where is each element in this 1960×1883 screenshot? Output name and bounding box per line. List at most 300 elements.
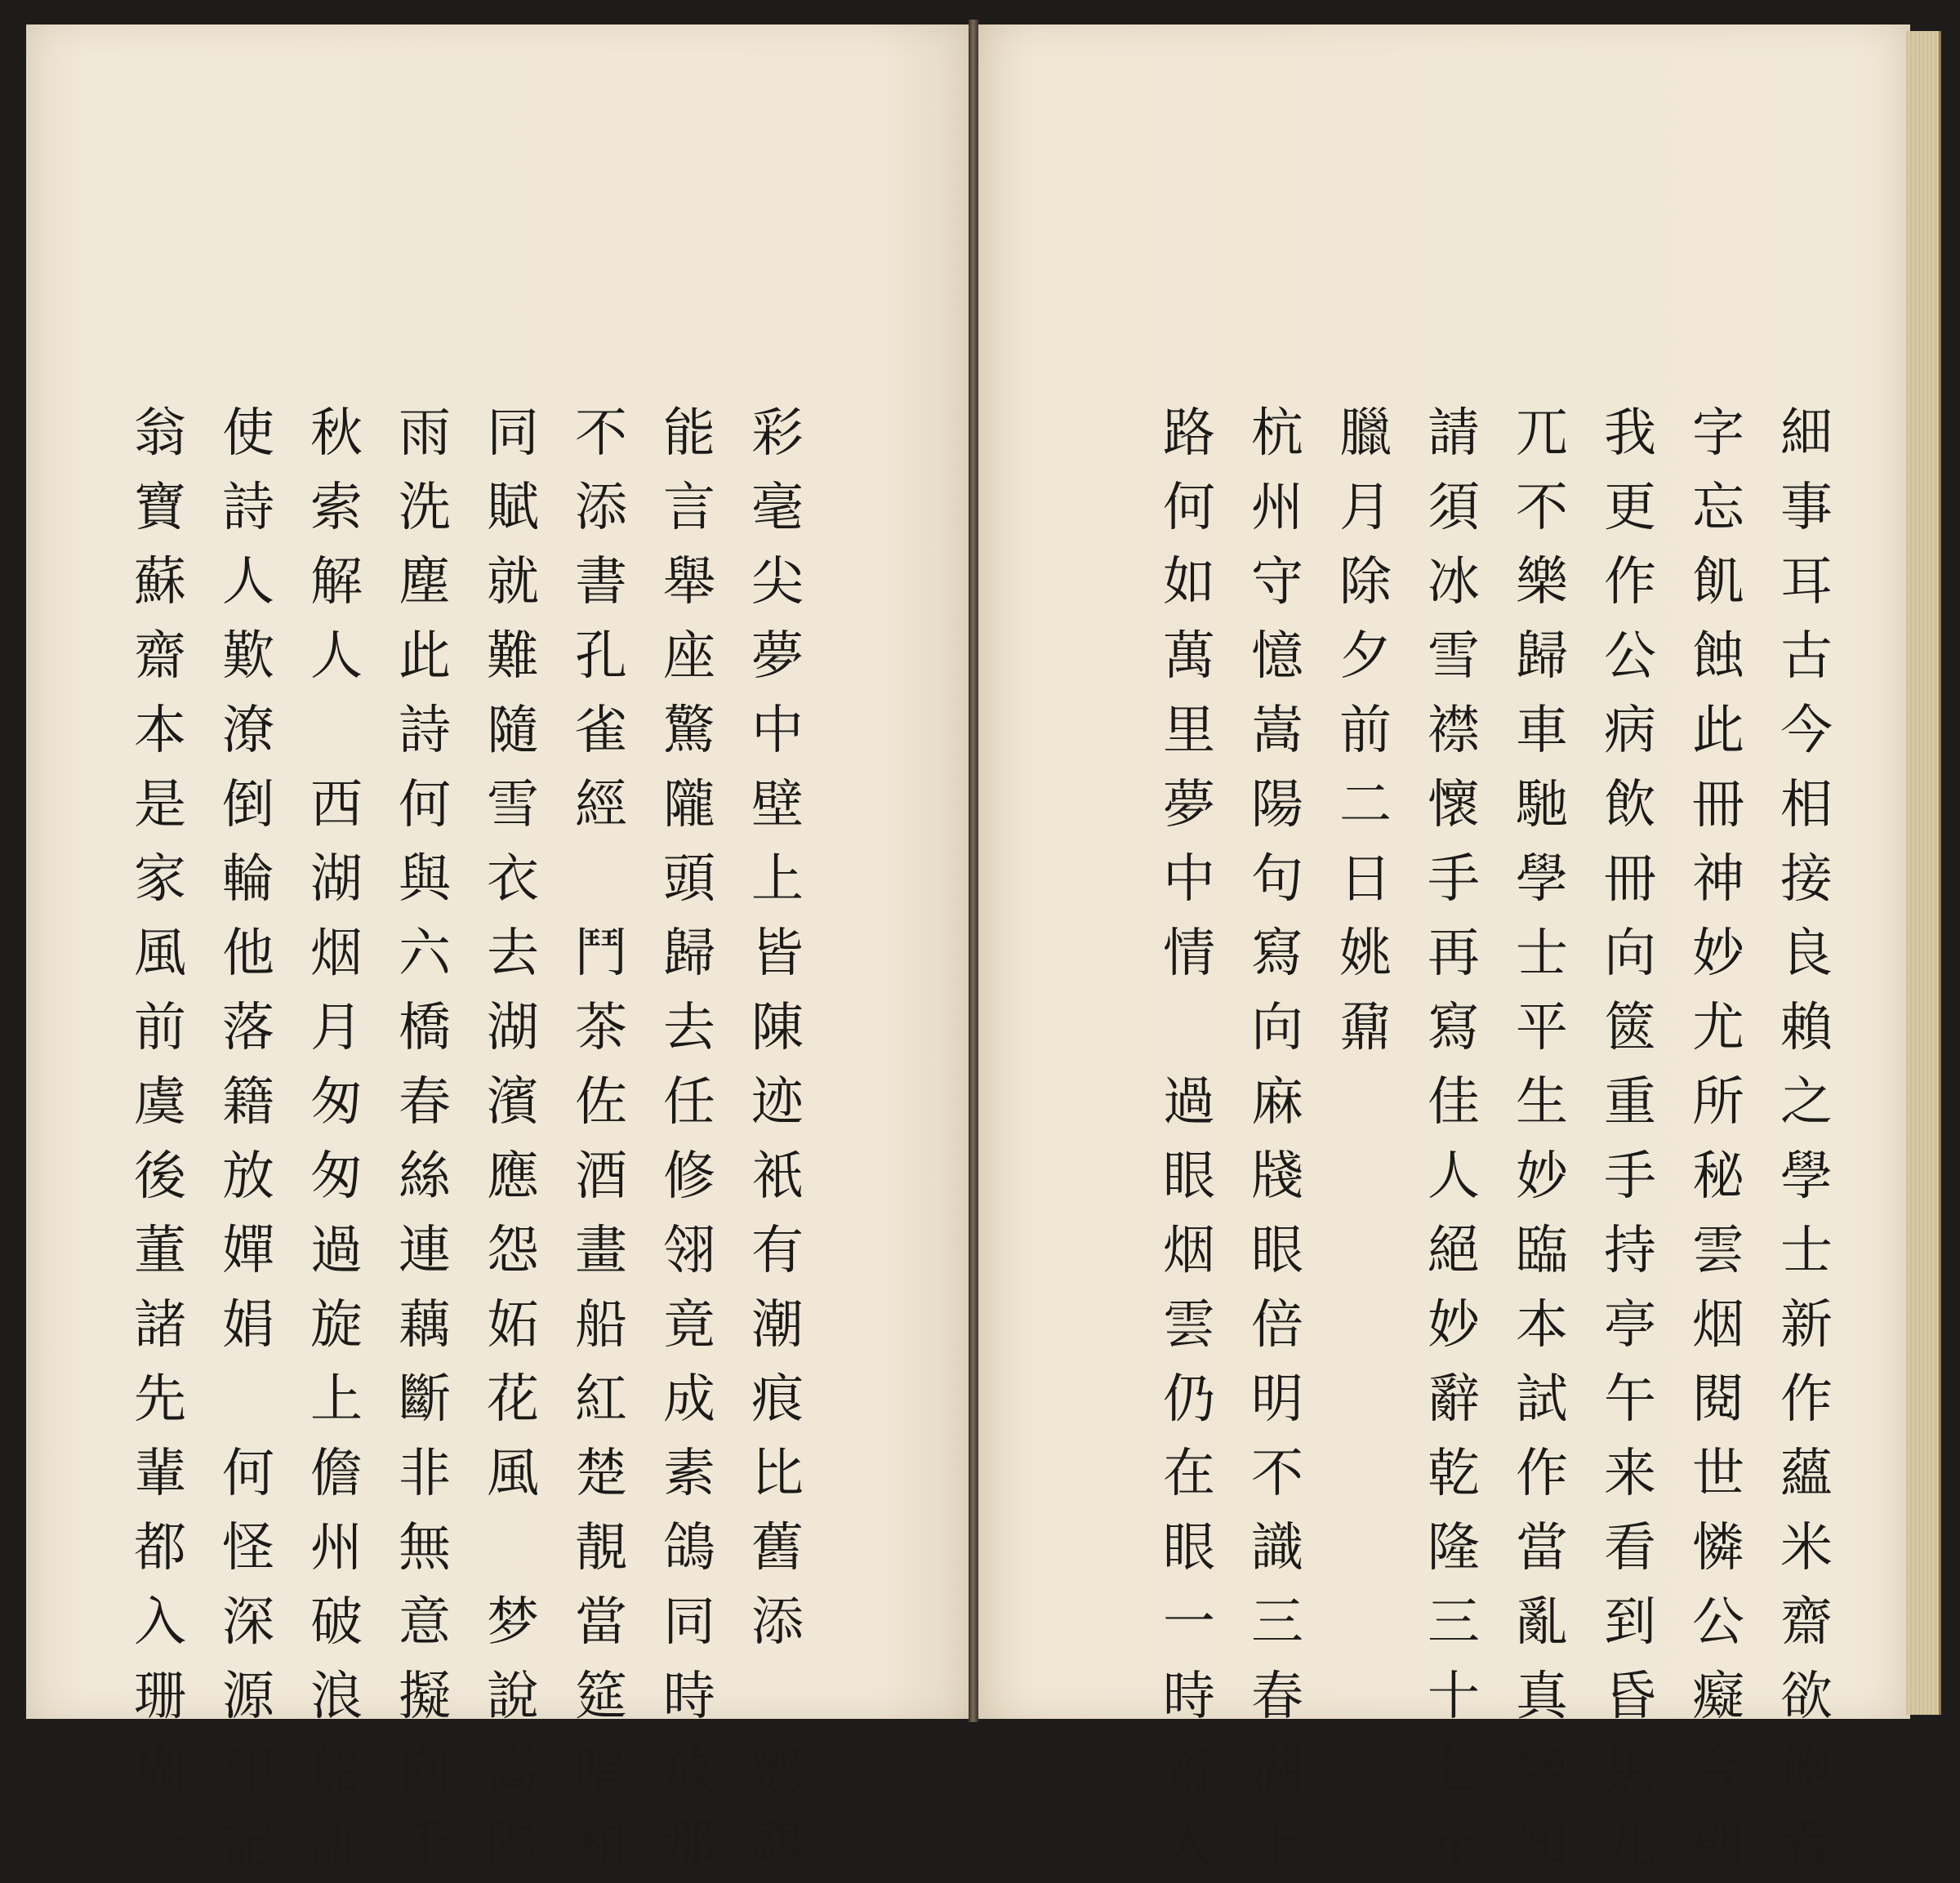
text-character: 中 [751, 701, 804, 761]
text-character: 此 [399, 626, 451, 687]
text-character: 洗 [399, 478, 451, 538]
text-character: 潮 [751, 1295, 804, 1355]
text-character: 懷 [1428, 775, 1480, 835]
text-character: 匆 [310, 1072, 363, 1133]
text-character: 作 [1516, 1444, 1568, 1504]
text-character: 情 [1163, 924, 1215, 984]
text-character: 經 [575, 775, 627, 835]
text-character: 花 [487, 1369, 539, 1430]
text-character: 成 [663, 1369, 715, 1430]
text-character: 中 [1163, 849, 1215, 910]
text-character: 看 [1604, 1518, 1656, 1578]
text-character: 詩 [399, 701, 451, 761]
text-character: 耳 [1780, 552, 1833, 612]
text-character: 須 [1428, 478, 1480, 538]
text-character: 入 [1163, 1815, 1215, 1876]
text-character: 當 [1516, 1518, 1568, 1578]
text-character: 任 [663, 1072, 715, 1133]
text-character: 印 [222, 1741, 274, 1801]
text-character: 字 [1692, 403, 1744, 464]
text-character: 言 [663, 478, 715, 538]
text-character: 雲 [1692, 1221, 1744, 1281]
text-column [1329, 397, 1402, 1066]
text-character: 紅 [575, 1369, 627, 1430]
text-character: 乾 [1428, 1444, 1480, 1504]
text-column [212, 397, 285, 1883]
text-character [1153, 991, 1225, 1066]
text-character: 書 [575, 552, 627, 612]
text-character: 潦 [222, 701, 274, 761]
text-character: 何 [222, 1444, 274, 1504]
text-character: 迹 [751, 1072, 804, 1133]
text-character: 蘊 [1780, 1444, 1833, 1504]
text-character: 寶 [134, 478, 186, 538]
text-character: 同 [663, 1592, 715, 1653]
text-character: 放 [222, 1146, 274, 1207]
text-character: 到 [1604, 1592, 1656, 1653]
text-character: 向 [399, 1741, 451, 1801]
text-character: 臨 [1516, 1221, 1568, 1281]
text-character: 雪 [1428, 626, 1480, 687]
text-character: 過 [310, 1221, 363, 1281]
text-character: 連 [399, 1221, 451, 1281]
text-character: 樂 [1516, 552, 1568, 612]
text-character: 素 [663, 1444, 715, 1504]
text-character: 憐 [1692, 1518, 1744, 1578]
text-character: 冊 [1692, 775, 1744, 835]
text-character: 里 [1163, 701, 1215, 761]
text-character: 湖 [310, 849, 363, 910]
text-character: 亂 [1516, 1592, 1568, 1653]
text-character: 藕 [399, 1295, 451, 1355]
text-character: 日 [1339, 849, 1392, 910]
text-character: 細 [1780, 403, 1833, 464]
text-character: 明 [1251, 1369, 1303, 1430]
text-character: 蘇 [134, 552, 186, 612]
text-character: 黑 [1604, 1741, 1656, 1801]
text-character: 春 [399, 1072, 451, 1133]
text-character [301, 694, 372, 768]
text-character: 頭 [663, 849, 715, 910]
text-character: 記 [222, 1815, 274, 1876]
text-character: 妙 [1516, 1146, 1568, 1207]
text-character: 人 [1428, 1146, 1480, 1207]
text-character: 學 [1780, 1146, 1833, 1207]
text-character: 諸 [134, 1295, 186, 1355]
text-character: 倒 [222, 775, 274, 835]
text-character: 所 [1692, 1072, 1744, 1133]
text-character: 秋 [310, 403, 363, 464]
text-character: 舊 [751, 1518, 804, 1578]
text-character: 烟 [1163, 1221, 1215, 1281]
text-character: 春 [1251, 1667, 1303, 1727]
text-character: 烟 [1692, 1295, 1744, 1355]
text-character: 我 [1604, 403, 1656, 464]
text-character: 同 [487, 403, 539, 464]
text-column [653, 397, 726, 1883]
text-character: 倍 [1251, 1295, 1303, 1355]
text-character: 作 [1604, 552, 1656, 612]
text-character: 詩 [222, 478, 274, 538]
text-character: 向 [1604, 924, 1656, 984]
text-character: 唱 [575, 1741, 627, 1801]
text-character: 接 [1780, 849, 1833, 910]
text-character: 上 [751, 849, 804, 910]
text-character: 士 [1780, 1221, 1833, 1281]
text-character: 欲 [1780, 1667, 1833, 1727]
text-character: 娟 [222, 1295, 274, 1355]
text-character: 意 [399, 1592, 451, 1653]
text-character: 有 [751, 1221, 804, 1281]
text-character: 路 [1163, 403, 1215, 464]
text-character: 亭 [1604, 1295, 1656, 1355]
text-character: 齋 [134, 626, 186, 687]
text-character: 歸 [1516, 626, 1568, 687]
text-character: 神 [1692, 849, 1744, 910]
text-character: 入 [134, 1592, 186, 1653]
text-character: 一 [134, 1815, 186, 1876]
text-character: 歎 [222, 626, 274, 687]
text-character: 虞 [134, 1072, 186, 1133]
text-character: 不 [575, 403, 627, 464]
text-character: 人 [310, 626, 363, 687]
text-character: 時 [663, 1667, 715, 1727]
text-character: 是 [134, 775, 186, 835]
text-character: 生 [1516, 1072, 1568, 1133]
text-column [1417, 397, 1490, 1883]
text-character: 之 [1780, 1072, 1833, 1133]
text-character: 過 [1163, 1072, 1215, 1133]
text-character: 去 [663, 998, 715, 1058]
text-character: 輩 [134, 1444, 186, 1504]
text-character: 事 [1780, 478, 1833, 538]
text-character: 再 [1428, 924, 1480, 984]
text-character: 妬 [487, 1295, 539, 1355]
text-character: 守 [1251, 552, 1303, 612]
text-character: 州 [310, 1518, 363, 1578]
text-character: 添 [575, 478, 627, 538]
text-character: 孔 [575, 626, 627, 687]
text-character: 冊 [1604, 849, 1656, 910]
text-character: 匆 [310, 1146, 363, 1207]
text-character: 鸚 [751, 1741, 804, 1801]
text-character: 姚 [1339, 924, 1392, 984]
text-character: 後 [134, 1146, 186, 1207]
text-character: 毫 [751, 478, 804, 538]
text-character: 雨 [399, 403, 451, 464]
text-character: 寫 [1251, 924, 1303, 984]
text-character: 珊 [134, 1667, 186, 1727]
text-character: 馳 [1516, 775, 1568, 835]
text-character: 楚 [575, 1444, 627, 1504]
text-character: 痕 [751, 1369, 804, 1430]
text-character: 仍 [1163, 1369, 1215, 1430]
text-character: 濱 [487, 1072, 539, 1133]
text-character: 無 [399, 1518, 451, 1578]
text-character: 賦 [487, 478, 539, 538]
text-character: 鵡 [751, 1815, 804, 1876]
text-character: 年 [1428, 1815, 1480, 1876]
text-column [1593, 397, 1667, 1883]
text-character: 非 [399, 1444, 451, 1504]
text-character: 輪 [222, 849, 274, 910]
text-character: 看 [1780, 1815, 1833, 1876]
text-character: 董 [134, 1221, 186, 1281]
text-character: 癡 [1692, 1667, 1744, 1727]
text-character: 眼 [1163, 1518, 1215, 1578]
text-character: 他 [222, 924, 274, 984]
text-character [742, 1660, 813, 1734]
text-character [477, 1511, 549, 1586]
text-character: 上 [310, 1369, 363, 1430]
text-character: 湖 [487, 998, 539, 1058]
text-character: 籍 [222, 1072, 274, 1133]
text-character: 前 [1339, 701, 1392, 761]
text-character: 朝 [1692, 1815, 1744, 1876]
text-character: 平 [1516, 998, 1568, 1058]
text-character: 知 [1516, 1815, 1568, 1876]
text-character: 誰 [310, 1815, 363, 1876]
text-character: 持 [1604, 1221, 1656, 1281]
text-character [212, 1363, 284, 1437]
text-character: 更 [1604, 478, 1656, 538]
text-character: 篋 [1604, 998, 1656, 1058]
text-character: 車 [1516, 701, 1568, 761]
text-character: 今 [1692, 1741, 1744, 1801]
text-character: 忘 [1692, 478, 1744, 538]
text-character: 憶 [1251, 626, 1303, 687]
text-character: 風 [134, 924, 186, 984]
text-character: 隆 [1428, 1518, 1480, 1578]
text-character: 此 [1692, 701, 1744, 761]
text-column [1241, 397, 1314, 1883]
text-column [476, 397, 550, 1883]
text-character: 深 [222, 1592, 274, 1653]
text-character: 時 [1163, 1667, 1215, 1727]
text-character: 辭 [1428, 1369, 1480, 1430]
text-character: 翁 [134, 403, 186, 464]
text-character: 船 [575, 1295, 627, 1355]
text-character: 畫 [575, 1221, 627, 1281]
text-character: 怨 [487, 1221, 539, 1281]
text-character: 塵 [399, 552, 451, 612]
text-character: 一 [1163, 1592, 1215, 1653]
text-column [741, 397, 814, 1883]
text-character: 夢 [751, 626, 804, 687]
text-character: 酒 [575, 1146, 627, 1207]
text-character: 真 [1516, 1667, 1568, 1727]
text-character: 那 [663, 1815, 715, 1876]
text-column [300, 397, 373, 1883]
text-character: 應 [487, 1146, 539, 1207]
text-character: 不 [1251, 1444, 1303, 1504]
text-character: 齋 [1163, 1741, 1215, 1801]
text-character: 茶 [575, 998, 627, 1058]
text-character: 夢 [1163, 775, 1215, 835]
text-character: 古 [1780, 626, 1833, 687]
text-character: 嵩 [1251, 701, 1303, 761]
text-character: 佳 [1428, 1072, 1480, 1133]
text-character: 前 [134, 998, 186, 1058]
text-character: 彩 [751, 403, 804, 464]
text-character: 陳 [751, 998, 804, 1058]
text-character: 使 [222, 403, 274, 464]
text-character: 新 [1780, 1295, 1833, 1355]
text-character: 風 [487, 1444, 539, 1504]
text-character: 座 [663, 626, 715, 687]
text-character: 月 [310, 998, 363, 1058]
text-character: 相 [1780, 775, 1833, 835]
text-character: 添 [751, 1592, 804, 1653]
text-character: 何 [399, 775, 451, 835]
text-character: 向 [1251, 998, 1303, 1058]
text-character: 麻 [1251, 1072, 1303, 1133]
text-character: 雪 [487, 775, 539, 835]
text-character: 瑚 [134, 1741, 186, 1801]
text-character: 與 [399, 849, 451, 910]
text-character: 七 [1428, 1741, 1480, 1801]
text-character: 先 [134, 1369, 186, 1430]
text-character: 都 [134, 1518, 186, 1578]
text-character: 竟 [663, 1295, 715, 1355]
text-character: 嬋 [222, 1221, 274, 1281]
text-character: 如 [1163, 552, 1215, 612]
text-character: 寫 [1428, 998, 1480, 1058]
text-character: 鬥 [575, 924, 627, 984]
text-character: 翎 [663, 1221, 715, 1281]
text-character: 牋 [1251, 1146, 1303, 1207]
text-character: 旋 [310, 1295, 363, 1355]
text-character: 壁 [751, 775, 804, 835]
text-column [1152, 397, 1226, 1883]
text-character: 千 [399, 1815, 451, 1876]
text-character: 閱 [1692, 1369, 1744, 1430]
text-character: 来 [1604, 1444, 1656, 1504]
text-character: 陽 [1251, 775, 1303, 835]
text-character: 船 [310, 1741, 363, 1801]
text-character: 世 [1692, 1444, 1744, 1504]
text-character: 皆 [751, 924, 804, 984]
text-character: 儋 [310, 1444, 363, 1504]
text-character: 浪 [310, 1667, 363, 1727]
text-character: 不 [1516, 478, 1568, 538]
text-character: 飽 [1780, 1741, 1833, 1801]
text-character: 鼐 [1339, 998, 1392, 1058]
text-character: 飲 [1604, 775, 1656, 835]
text-character: 橋 [399, 998, 451, 1058]
text-character: 索 [310, 478, 363, 538]
text-character: 六 [399, 924, 451, 984]
text-character: 尖 [751, 552, 804, 612]
text-character: 源 [222, 1667, 274, 1727]
text-column [564, 397, 638, 1883]
text-character: 雲 [1163, 1295, 1215, 1355]
text-character: 兀 [1604, 1815, 1656, 1876]
text-column [388, 397, 461, 1883]
text-character: 人 [222, 552, 274, 612]
text-character: 湖 [1251, 1741, 1303, 1801]
text-character: 杭 [1251, 403, 1303, 464]
page-edges [1906, 31, 1941, 1715]
text-character: 兀 [1516, 403, 1568, 464]
text-character: 學 [1516, 849, 1568, 910]
text-character: 能 [663, 403, 715, 464]
text-character: 襟 [1428, 701, 1480, 761]
text-character: 眼 [1163, 1146, 1215, 1207]
text-character: 比 [751, 1444, 804, 1504]
text-character: 絕 [1428, 1221, 1480, 1281]
text-character: 烟 [310, 924, 363, 984]
text-character: 請 [1428, 403, 1480, 464]
text-character: 鑒 [1516, 1741, 1568, 1801]
text-character: 十 [1428, 1667, 1480, 1727]
text-character: 午 [1604, 1369, 1656, 1430]
text-character: 秘 [1692, 1146, 1744, 1207]
text-character: 家 [134, 849, 186, 910]
text-character: 擬 [399, 1667, 451, 1727]
text-character: 臘 [1339, 403, 1392, 464]
text-character: 良 [1780, 924, 1833, 984]
text-character: 落 [222, 998, 274, 1058]
text-character: 手 [1604, 1146, 1656, 1207]
text-character: 放 [663, 1741, 715, 1801]
text-character: 手 [1428, 849, 1480, 910]
text-character: 說 [487, 1667, 539, 1727]
text-character: 句 [1251, 849, 1303, 910]
text-character: 衹 [751, 1146, 804, 1207]
text-character: 本 [1516, 1295, 1568, 1355]
text-character: 上 [1251, 1815, 1303, 1876]
text-character: 公 [1692, 1592, 1744, 1653]
text-character: 昏 [1604, 1667, 1656, 1727]
text-character: 陽 [487, 1815, 539, 1876]
text-character: 難 [487, 626, 539, 687]
text-character: 識 [1251, 1518, 1303, 1578]
text-column [1505, 397, 1579, 1883]
text-column [123, 397, 197, 1883]
text-character: 飢 [1692, 552, 1744, 612]
text-character: 州 [1251, 478, 1303, 538]
text-character: 病 [1604, 701, 1656, 761]
text-character: 怪 [222, 1518, 274, 1578]
text-character: 和 [575, 1815, 627, 1876]
text-character: 破 [310, 1592, 363, 1653]
text-character: 重 [1604, 1072, 1656, 1133]
text-character: 公 [1604, 626, 1656, 687]
text-character: 尤 [1692, 998, 1744, 1058]
text-character: 去 [487, 924, 539, 984]
text-character: 鴿 [663, 1518, 715, 1578]
text-character: 舉 [663, 552, 715, 612]
text-character: 絲 [399, 1146, 451, 1207]
text-character: 解 [310, 552, 363, 612]
text-character: 衣 [487, 849, 539, 910]
text-column [1682, 397, 1755, 1883]
text-character: 三 [1251, 1592, 1303, 1653]
text-character: 齋 [1780, 1592, 1833, 1653]
text-character: 試 [1516, 1369, 1568, 1430]
text-character: 三 [1428, 1592, 1480, 1653]
text-character: 眼 [1251, 1221, 1303, 1281]
text-character: 歸 [663, 924, 715, 984]
text-character: 斷 [399, 1369, 451, 1430]
text-character: 除 [1339, 552, 1392, 612]
text-character [565, 843, 637, 917]
text-character: 米 [1780, 1518, 1833, 1578]
text-character: 嵩 [487, 1741, 539, 1801]
text-character: 萬 [1163, 626, 1215, 687]
text-character: 今 [1780, 701, 1833, 761]
